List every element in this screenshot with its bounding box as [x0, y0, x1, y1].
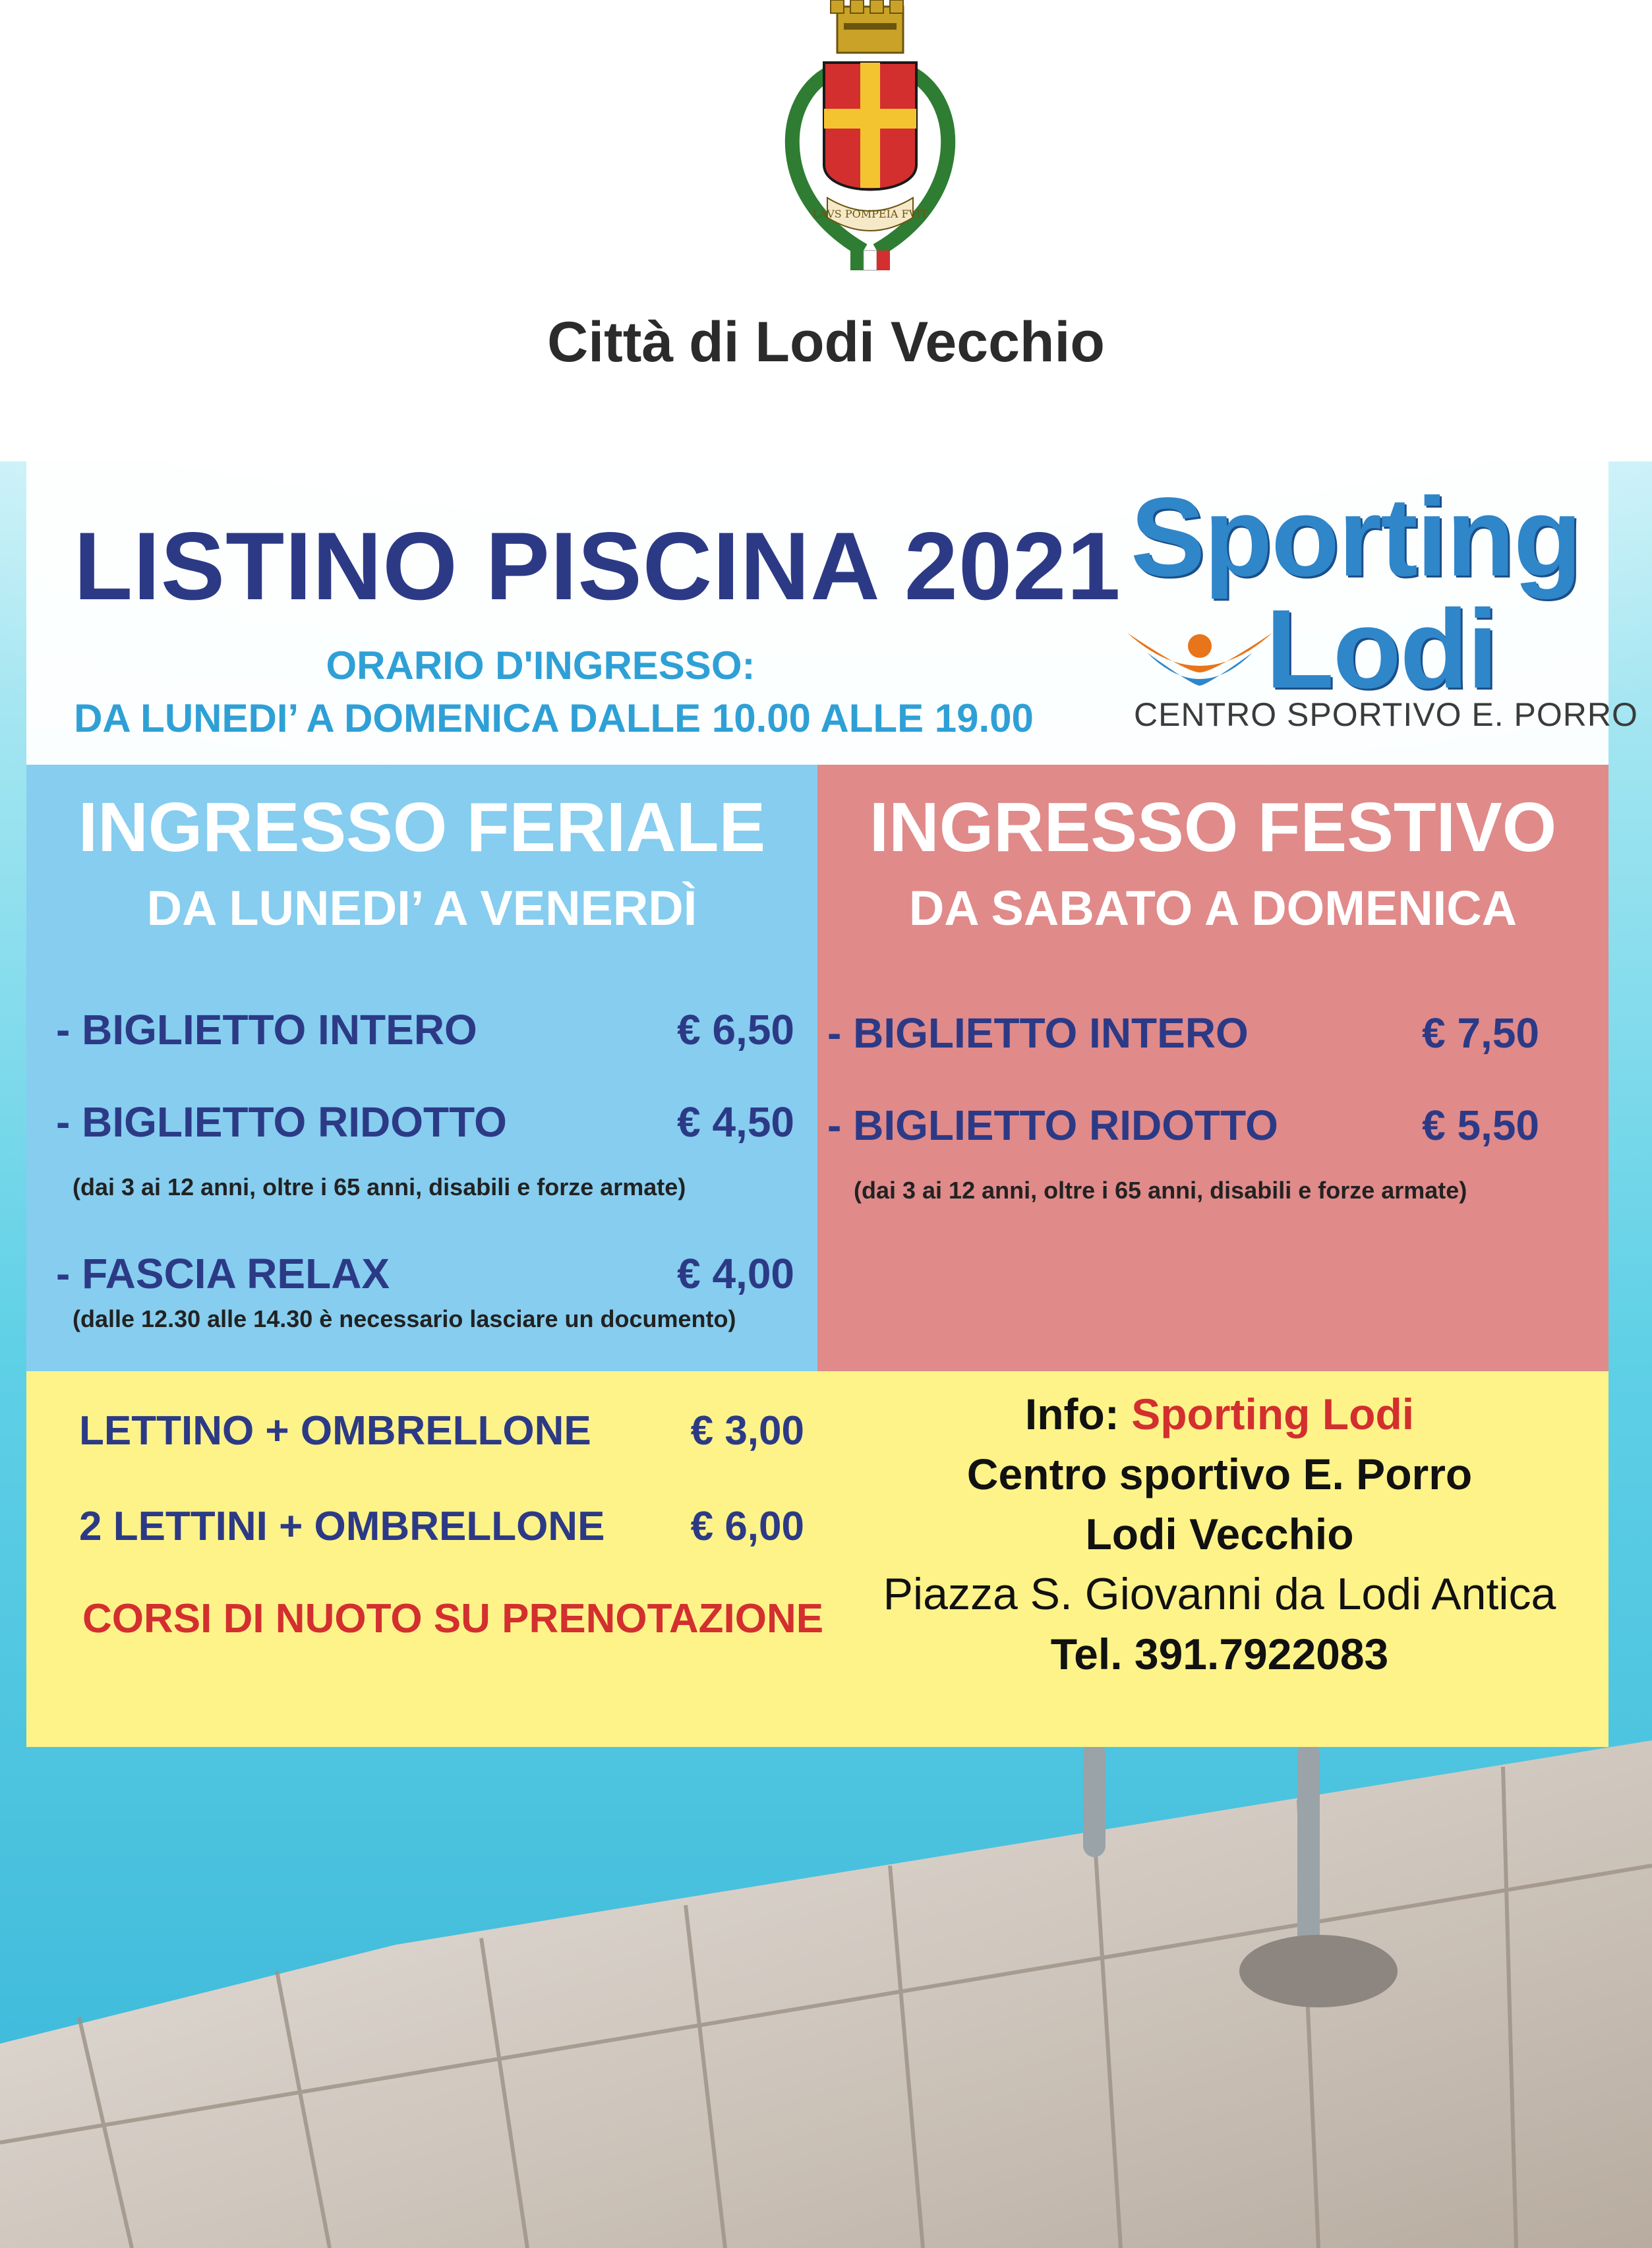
extra-price: € 3,00	[690, 1408, 804, 1454]
festivo-title: INGRESSO FESTIVO	[869, 788, 1557, 866]
logo-lodi-text: Lodi	[1266, 587, 1497, 712]
price-row	[56, 1098, 794, 1157]
info-center: Centro sportivo E. Porro	[966, 1450, 1473, 1498]
price-row	[827, 1101, 1539, 1160]
price-note: (dai 3 ai 12 anni, oltre i 65 anni, disabili e forze armate)	[854, 1177, 1467, 1204]
price-label: - BIGLIETTO RIDOTTO	[56, 1098, 507, 1146]
price-value: € 4,00	[677, 1250, 794, 1297]
info-heading	[844, 1384, 1595, 1444]
info-phone[interactable]: Tel. 391.7922083	[1050, 1630, 1389, 1678]
price-label: - BIGLIETTO INTERO	[56, 1006, 477, 1053]
feriale-title: INGRESSO FERIALE	[78, 788, 766, 866]
extra-label: 2 LETTINI + OMBRELLONE	[79, 1504, 605, 1549]
extra-label: LETTINO + OMBRELLONE	[79, 1408, 591, 1454]
price-value: € 5,50	[1422, 1102, 1539, 1149]
price-label: - BIGLIETTO INTERO	[827, 1009, 1249, 1057]
info-address: Piazza S. Giovanni da Lodi Antica	[883, 1569, 1556, 1619]
hours-label: ORARIO D'INGRESSO:	[326, 643, 755, 688]
price-note: (dalle 12.30 alle 14.30 è necessario lasciare un documento)	[73, 1305, 736, 1332]
price-value: € 4,50	[677, 1098, 794, 1146]
logo-sporting-text: Sporting	[1131, 475, 1581, 600]
festivo-column	[817, 765, 1608, 1371]
page-title: LISTINO PISCINA 2021	[74, 512, 1121, 620]
crest-motto: LAVS POMPEIA FVIT	[812, 208, 928, 220]
contact-info	[844, 1384, 1595, 1684]
extra-price: € 6,00	[690, 1504, 804, 1549]
feriale-column	[26, 765, 817, 1371]
festivo-subtitle: DA SABATO A DOMENICA	[908, 881, 1518, 935]
price-label: - BIGLIETTO RIDOTTO	[827, 1102, 1278, 1149]
extra-row	[53, 1407, 804, 1467]
price-label: - FASCIA RELAX	[56, 1250, 390, 1297]
extra-row	[53, 1503, 804, 1562]
hours-text: DA LUNEDI’ A DOMENICA DALLE 10.00 ALLE 19.00	[74, 696, 1034, 740]
city-crest-icon	[752, 0, 989, 283]
price-row	[827, 1009, 1539, 1068]
city-title: Città di Lodi Vecchio	[547, 311, 1105, 374]
feriale-subtitle: DA LUNEDI’ A VENERDÌ	[146, 881, 697, 935]
price-row	[56, 1249, 794, 1309]
price-note: (dai 3 ai 12 anni, oltre i 65 anni, disabili e forze armate)	[73, 1173, 686, 1200]
swimmer-logo-icon	[1121, 613, 1279, 699]
info-town: Lodi Vecchio	[1085, 1510, 1354, 1558]
courses-note: CORSI DI NUOTO SU PRENOTAZIONE	[82, 1596, 824, 1642]
logo-subtitle: CENTRO SPORTIVO E. PORRO	[1134, 696, 1638, 733]
info-prefix: Info:	[1024, 1390, 1119, 1438]
info-name: Sporting Lodi	[1131, 1390, 1415, 1438]
price-value: € 6,50	[677, 1006, 794, 1053]
price-value: € 7,50	[1422, 1009, 1539, 1057]
price-row	[56, 1005, 794, 1065]
